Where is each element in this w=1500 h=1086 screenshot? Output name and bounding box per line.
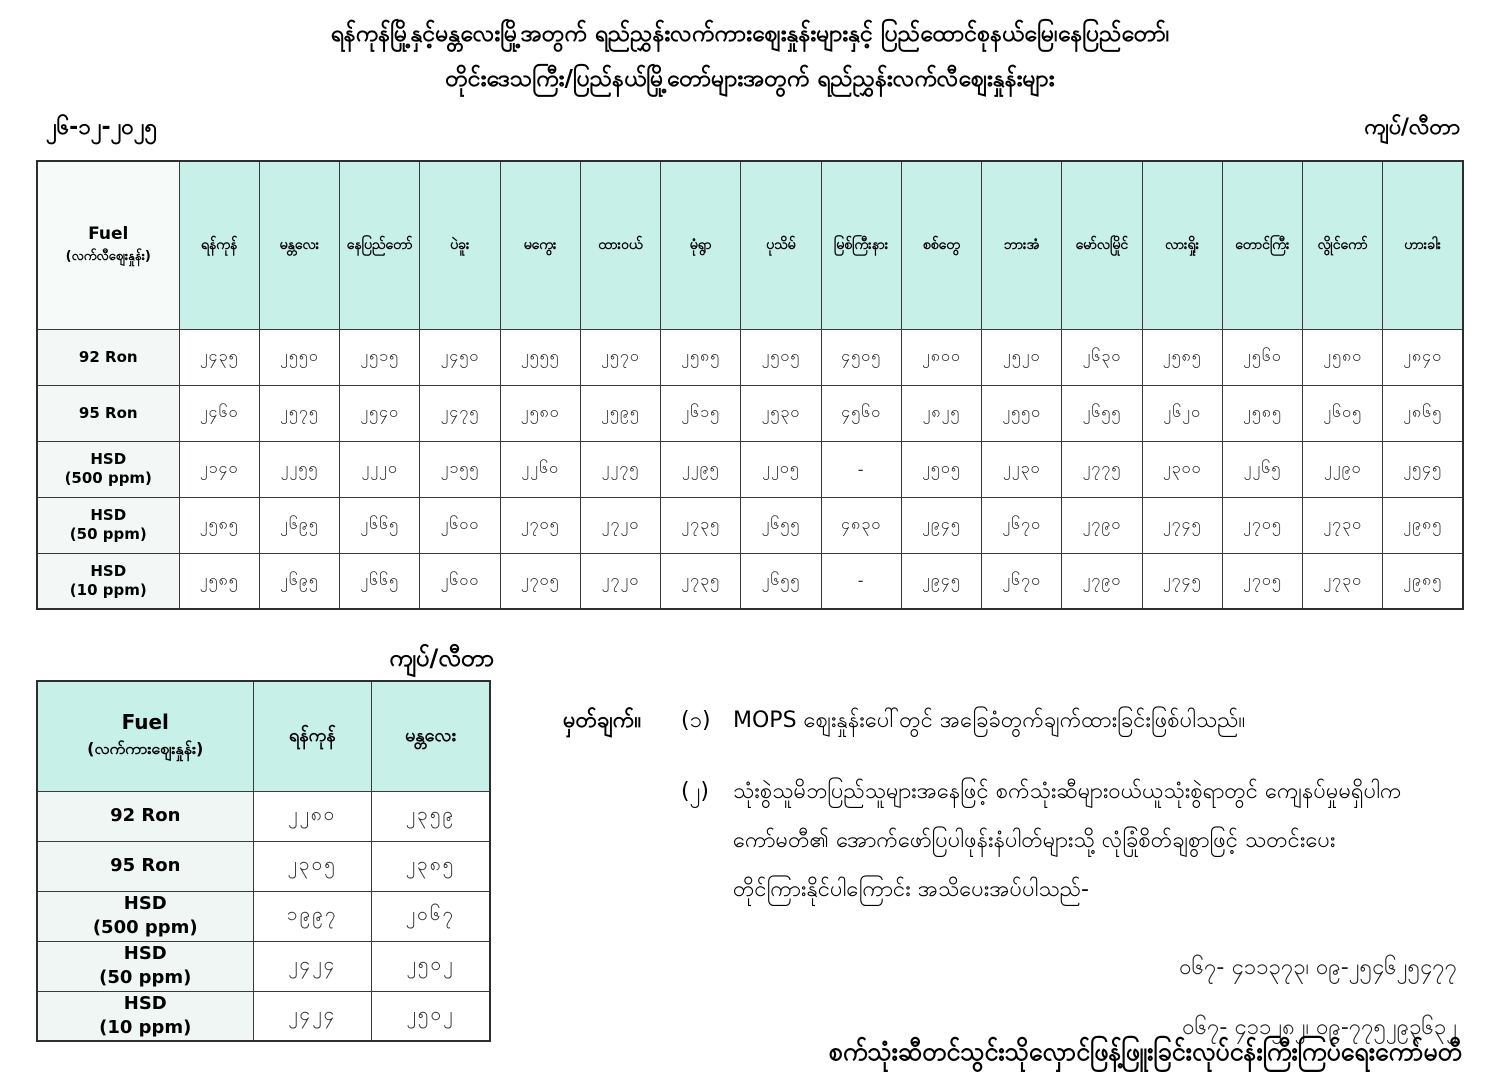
price-cell: ၂၂၈၀ [253,791,372,841]
price-cell: ၂၇၀၅ [1222,553,1302,609]
city-header: စစ်တွေ [901,161,981,329]
fuel-row-label [37,329,179,385]
price-cell: ၂၆၆၅ [340,497,420,553]
fuel-row-label [37,791,253,841]
price-cell: ၂၅၄၀ [340,385,420,441]
note-2-text [733,769,1463,916]
price-cell: ၂၇၂၀ [580,553,660,609]
city-header: လွိုင်ကော် [1303,161,1383,329]
fuel-header-subtitle: (လက်လီဈေးနှုန်း) [65,248,151,264]
price-cell: ၂၅၈၅ [179,497,259,553]
fuel-row-label [37,941,253,991]
city-header: မုံရွာ [661,161,741,329]
price-cell: ၂၇၃၀ [1303,553,1383,609]
city-header: မန္တလေး [372,681,491,791]
price-cell: ၂၇၀၅ [500,497,580,553]
fuel-header-title: Fuel [121,710,169,735]
price-cell: ၂၇၃၅ [661,553,741,609]
fuel-name: 95 Ron [78,403,138,422]
price-cell: ၂၆၁၅ [661,385,741,441]
note-1-number: (၁) [681,708,711,733]
price-cell: ၂၅၈၅ [661,329,741,385]
price-cell: ၂၂၃၀ [982,441,1062,497]
price-cell: ၂၄၃၅ [179,329,259,385]
price-cell: ၂၂၂၀ [340,441,420,497]
table-row [37,329,1463,385]
fuel-row-label [37,891,253,941]
table-row [37,497,1463,553]
price-cell: ၂၇၉၀ [1062,553,1142,609]
fuel-row-label [37,841,253,891]
fuel-header-title: Fuel [88,223,129,244]
price-cell: ၂၅၈၅ [1142,329,1222,385]
note-label: မှတ်ချက်။ [563,708,642,733]
price-cell: ၂၅၅၅ [500,329,580,385]
price-cell: ၂၃၀၅ [253,841,372,891]
table-row [37,991,490,1041]
note-line: ကော်မတီ၏ အောက်ဖော်ပြပါဖုန်းနံပါတ်များသို့ လုံခြုံစိတ်ချစွာဖြင့် သတင်းပေး [733,828,1336,853]
price-cell: ၂၉၄၅ [901,553,981,609]
price-cell: ၂၇၂၀ [580,497,660,553]
city-header: မန္တလေး [259,161,339,329]
price-cell: ၂၅၀၂ [372,991,491,1041]
price-cell: ၄၅၀၅ [821,329,901,385]
note-line: တိုင်ကြားနိုင်ပါကြောင်း အသိပေးအပ်ပါသည်- [733,877,1089,902]
price-cell: ၂၆၅၅ [741,553,821,609]
fuel-sub: (10 ppm) [99,1016,192,1038]
price-cell: ၂၁၄၀ [179,441,259,497]
table-row [37,791,490,841]
fuel-name: HSD [123,943,167,964]
price-cell: ၂၆၇၀ [982,497,1062,553]
price-cell: ၂၅၁၅ [340,329,420,385]
fuel-name: 92 Ron [110,805,181,826]
date-label: ၂၆-၁၂-၂၀၂၅ [46,115,157,140]
note-line: သုံးစွဲသူမိဘပြည်သူများအနေဖြင့် စက်သုံးဆီများဝယ်ယူသုံးစွဲရာတွင် ကျေနပ်မှုမရှိပါက [733,779,1402,804]
price-cell: ၂၆၂၀ [1142,385,1222,441]
price-cell: ၁၉၉၇ [253,891,372,941]
price-cell: ၂၁၅၅ [420,441,500,497]
fuel-name: HSD [90,506,127,524]
price-cell: ၂၈၆၅ [1383,385,1463,441]
fuel-header-subtitle: (လက်ကားဈေးနှုန်း) [87,739,204,759]
page-title-line1: ရန်ကုန်မြို့နှင့်မန္တလေးမြို့အတွက် ရည်ညွှန်းလက်ကားဈေးနှုန်းများနှင့် ပြည်ထောင်စုနယ်မြေ၊နေပြည်တော်၊ [330,21,1170,47]
fuel-name: 92 Ron [78,347,138,366]
city-header: လားရှိုး [1142,161,1222,329]
retail-header-row [37,161,1463,329]
fuel-sub: (10 ppm) [69,580,147,599]
city-header: မကွေး [500,161,580,329]
price-cell: ၂၅၀၂ [372,941,491,991]
fuel-row-label [37,553,179,609]
note-item-1 [563,698,1463,747]
price-cell: ၂၂၅၅ [259,441,339,497]
notes-section [563,698,1463,1058]
price-cell: ၂၃၅၉ [372,791,491,841]
price-cell: ၂၅၃၀ [741,385,821,441]
price-cell: ၂၆၅၅ [741,497,821,553]
city-header: ဟားခါး [1383,161,1463,329]
price-cell: ၂၇၄၅ [1142,553,1222,609]
price-cell: ၂၃၀၀ [1142,441,1222,497]
page-title-line2: တိုင်းဒေသကြီး/ပြည်နယ်မြို့တော်များအတွက် ရည်ညွှန်းလက်လီဈေးနှုန်းများ [445,66,1055,92]
fuel-name: 95 Ron [110,855,181,876]
fuel-sub: (50 ppm) [69,525,147,543]
price-cell: - [821,553,901,609]
price-cell: ၂၉၄၅ [901,497,981,553]
price-cell: ၂၇၃၅ [661,497,741,553]
price-cell: ၂၅၅၀ [259,329,339,385]
table-row [37,891,490,941]
city-header: မော်လမြိုင် [1062,161,1142,329]
note-2-number: (၂) [681,779,709,804]
price-cell: ၂၈၄၀ [1383,329,1463,385]
price-cell: ၂၆၅၅ [1062,385,1142,441]
city-header: တောင်ကြီး [1222,161,1302,329]
price-cell: ၂၆၉၅ [259,553,339,609]
price-cell: ၂၉၈၅ [1383,497,1463,553]
phone-line: ၀၆၇- ၄၁၁၂၈၂၊ ၀၉-၇၇၅၂၉၃၆၃၂ [1182,1015,1457,1040]
wholesale-header-row [37,681,490,791]
retail-price-table [36,160,1464,610]
price-cell: ၂၅၄၅ [1383,441,1463,497]
retail-table-body [37,329,1463,609]
table-row [37,841,490,891]
price-cell: ၂၇၄၅ [1142,497,1222,553]
note-item-2 [563,769,1463,916]
fuel-header-cell [37,161,179,329]
price-cell: ၂၆၀၀ [420,553,500,609]
fuel-name: HSD [90,561,127,580]
fuel-sub: (500 ppm) [92,917,198,938]
price-cell: ၂၇၀၅ [1222,497,1302,553]
price-cell: ၂၇၉၀ [1062,497,1142,553]
unit-label-top: ကျပ်/လီတာ [1364,115,1460,140]
price-cell: ၂၅၆၀ [1222,329,1302,385]
price-cell: ၂၂၆၀ [500,441,580,497]
price-cell: ၂၂၀၅ [741,441,821,497]
price-cell: ၂၅၀၅ [901,441,981,497]
price-cell: ၂၅၈၅ [179,553,259,609]
price-cell: ၂၄၂၄ [253,941,372,991]
table-row [37,553,1463,609]
wholesale-table-body [37,791,490,1041]
city-header: ဘားအံ [982,161,1062,329]
price-cell: ၂၉၈၅ [1383,553,1463,609]
price-cell: ၂၅၈၀ [500,385,580,441]
note-line: MOPS ဈေးနှုန်းပေါ်တွင် အခြေခံတွက်ချက်ထားခြင်းဖြစ်ပါသည်။ [733,708,1246,733]
price-cell: ၂၅၇၀ [580,329,660,385]
price-cell: ၄၅၆၀ [821,385,901,441]
price-cell: ၂၂၇၅ [580,441,660,497]
fuel-name: HSD [123,992,167,1014]
price-cell: ၂၇၇၅ [1062,441,1142,497]
price-cell: ၂၆၃၀ [1062,329,1142,385]
price-cell: ၂၄၅၀ [420,329,500,385]
fuel-sub: (500 ppm) [64,469,152,487]
city-header: နေပြည်တော် [340,161,420,329]
city-header: မြစ်ကြီးနား [821,161,901,329]
city-header: ရန်ကုန် [179,161,259,329]
fuel-row-label [37,441,179,497]
price-cell: ၂၆၆၅ [340,553,420,609]
price-cell: ၂၈၀၀ [901,329,981,385]
price-cell: ၂၂၆၅ [1222,441,1302,497]
wholesale-price-table [36,680,491,1042]
price-cell: ၂၇၃၀ [1303,497,1383,553]
fuel-name: HSD [123,893,167,914]
price-cell: ၂၅၇၅ [259,385,339,441]
price-cell: ၂၂၉၀ [1303,441,1383,497]
price-cell: ၂၅၉၅ [580,385,660,441]
unit-label-small: ကျပ်/လီတာ [389,644,494,672]
fuel-row-label [37,385,179,441]
city-header: ထားဝယ် [580,161,660,329]
price-cell: ၂၅၈၅ [1222,385,1302,441]
price-cell: ၂၆၉၅ [259,497,339,553]
price-cell: ၂၅၅၀ [982,385,1062,441]
footer-committee: စက်သုံးဆီတင်သွင်းသိုလှောင်ဖြန့်ဖြူးခြင်းလုပ်ငန်းကြီးကြပ်ရေးကော်မတီ [828,1037,1462,1066]
note-1-text [733,698,1463,747]
fuel-row-label [37,497,179,553]
city-header: ပဲခူး [420,161,500,329]
city-header: ပုသိမ် [741,161,821,329]
fuel-sub: (50 ppm) [99,967,192,988]
fuel-row-label [37,991,253,1041]
price-cell: ၂၄၆၀ [179,385,259,441]
price-cell: ၂၆၀၀ [420,497,500,553]
price-cell: ၂၃၈၅ [372,841,491,891]
city-header: ရန်ကုန် [253,681,372,791]
price-cell: ၂၆၇၀ [982,553,1062,609]
table-row [37,385,1463,441]
price-cell: ၂၈၂၅ [901,385,981,441]
phone-line: ၀၆၇- ၄၁၁၃၇၃၊ ၀၉-၂၅၄၆၂၅၄၇၇ [1179,955,1457,980]
price-cell: ၂၇၀၅ [500,553,580,609]
fuel-name: HSD [90,450,127,468]
table-row [37,941,490,991]
price-cell: ၂၀၆၇ [372,891,491,941]
price-cell: ၂၄၇၅ [420,385,500,441]
price-cell: ၂၅၀၅ [741,329,821,385]
fuel-header-cell [37,681,253,791]
price-cell: ၂၅၈၀ [1303,329,1383,385]
price-cell: - [821,441,901,497]
price-cell: ၂၄၂၄ [253,991,372,1041]
page-title [0,12,1500,102]
price-cell: ၂၆၀၅ [1303,385,1383,441]
price-cell: ၂၂၉၅ [661,441,741,497]
price-cell: ၄၈၃၀ [821,497,901,553]
price-cell: ၂၅၂၀ [982,329,1062,385]
table-row [37,441,1463,497]
